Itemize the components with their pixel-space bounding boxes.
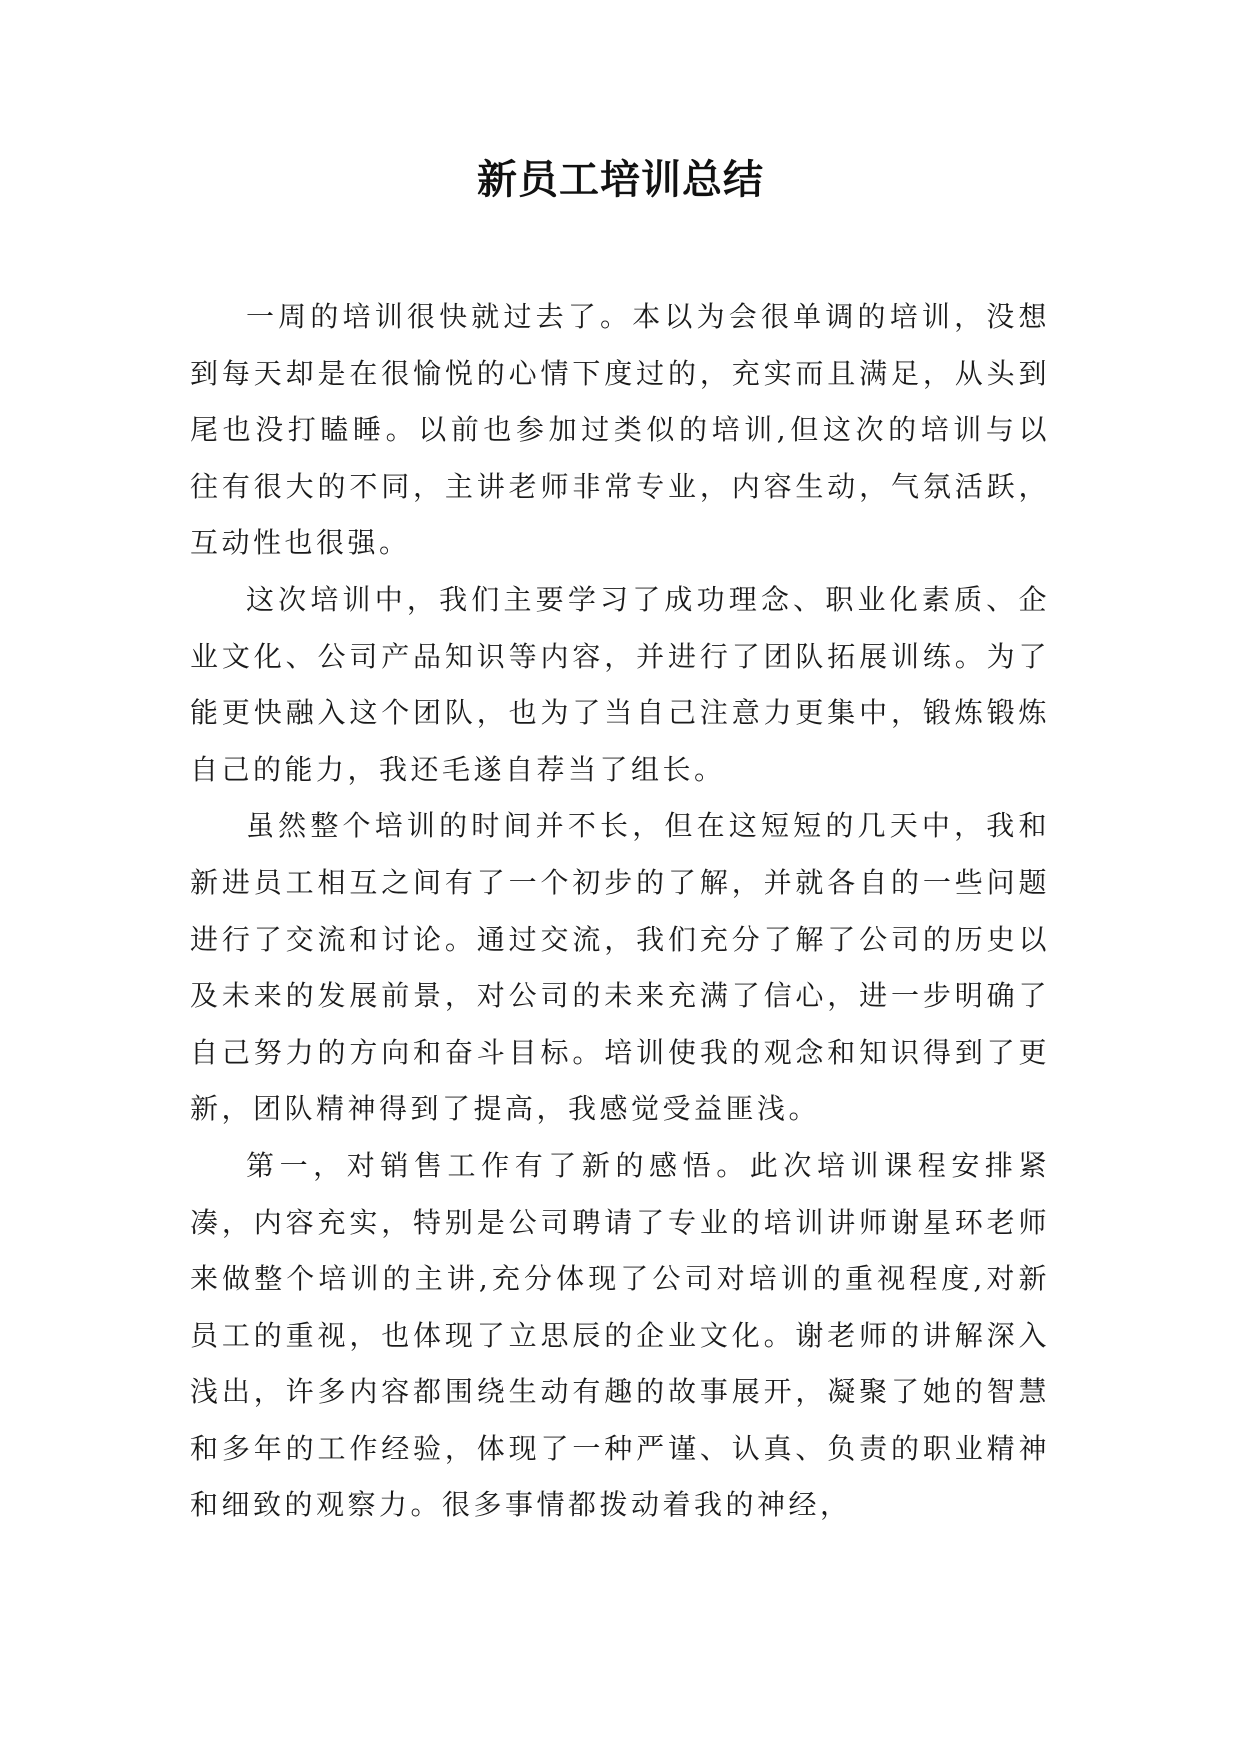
- paragraph-3: 虽然整个培训的时间并不长，但在这短短的几天中，我和新进员工相互之间有了一个初步的了解，并就各自的一些问题进行了交流和讨论。通过交流，我们充分了解了公司的历史以及未来的发展前景，对公司的未来充满了信心，进一步明确了自己努力的方向和奋斗目标。培训使我的观念和知识得到了更新，团队精神得到了提高，我感觉受益匪浅。: [190, 809, 1050, 1126]
- paragraph-2: 这次培训中，我们主要学习了成功理念、职业化素质、企业文化、公司产品知识等内容，并进行了团队拓展训练。为了能更快融入这个团队，也为了当自己注意力更集中，锻炼锻炼自己的能力，我还毛遂自荐当了组长。: [190, 582, 1050, 786]
- document-title: 新员工培训总结: [477, 156, 764, 203]
- paragraph-1: 一周的培训很快就过去了。本以为会很单调的培训，没想到每天却是在很愉悦的心情下度过的，充实而且满足，从头到尾也没打瞌睡。以前也参加过类似的培训,但这次的培训与以往有很大的不同，主讲老师非常专业，内容生动，气氛活跃，互动性也很强。: [190, 300, 1050, 560]
- document-body: [190, 289, 1050, 1534]
- paragraph-4: 第一，对销售工作有了新的感悟。此次培训课程安排紧凑，内容充实，特别是公司聘请了专业的培训讲师谢星环老师来做整个培训的主讲,充分体现了公司对培训的重视程度,对新员工的重视，也体现了立思辰的企业文化。谢老师的讲解深入浅出，许多内容都围绕生动有趣的故事展开，凝聚了她的智慧和多年的工作经验，体现了一种严谨、认真、负责的职业精神和细致的观察力。很多事情都拨动着我的神经，: [190, 1148, 1050, 1522]
